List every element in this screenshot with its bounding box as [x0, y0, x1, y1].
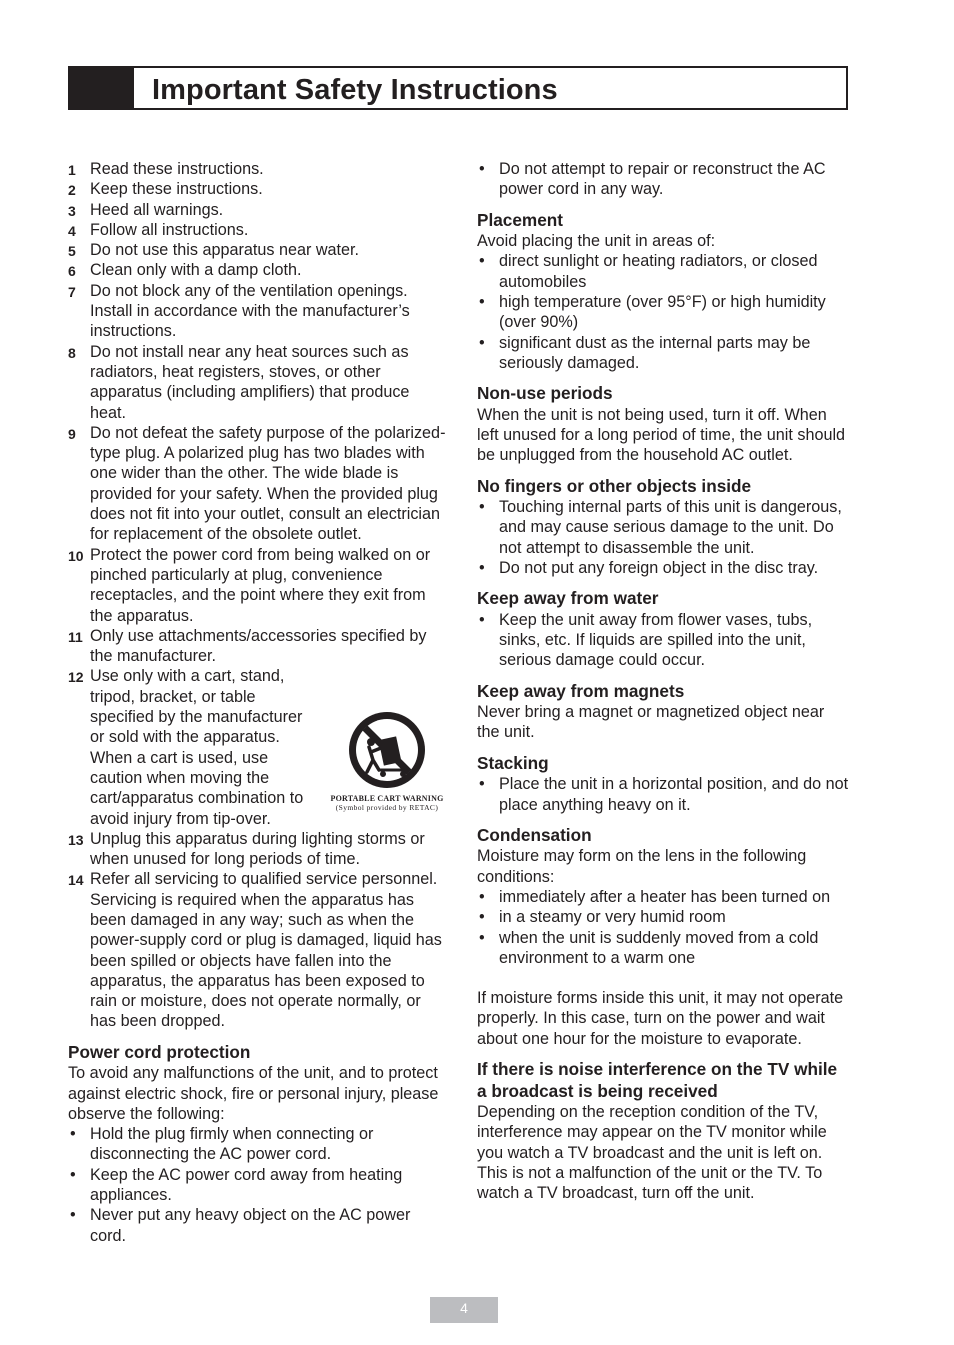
item-text: Read these instructions. [90, 160, 264, 178]
bullet-text: Hold the plug firmly when connecting or disconnecting the AC power cord. [90, 1125, 374, 1164]
condensation-outro: If moisture forms inside this unit, it may not operate properly. In this case, turn on the power and wait about one hour for the moisture to evaporate. [477, 989, 844, 1048]
instruction-item [68, 281, 446, 342]
item-number: 9 [68, 425, 76, 442]
item-text: Follow all instructions. [90, 220, 249, 239]
right-column [477, 159, 849, 1203]
bullet-text: significant dust as the internal parts may be seriously damaged. [499, 333, 811, 372]
numbered-instructions [68, 159, 446, 1032]
section-heading-water: Keep away from water [477, 588, 659, 609]
bullet-text: Touching internal parts of this unit is dangerous, and may cause serious damage to the unit. Do not attempt to disassemble the unit. [499, 498, 842, 557]
power-cord-bullets-continued [477, 159, 849, 200]
instruction-item [68, 260, 446, 280]
item-text: Only use attachments/accessories specified by the manufacturer. [90, 626, 427, 666]
cart-warning-icon [343, 708, 431, 794]
bullet-item: • Do not put any foreign object in the disc tray. [479, 558, 819, 577]
nonuse-text: When the unit is not being used, turn it off. When left unused for a long period of time, the unit should be unplugged from the household AC outlet. [477, 405, 846, 465]
bullet-text: Do not put any foreign object in the disc tray. [499, 558, 819, 577]
bullet-item: • Keep the AC power cord away from heating appliances. [70, 1165, 403, 1205]
bullet-item: • immediately after a heater has been turned on [479, 887, 831, 906]
item-number: 10 [68, 547, 84, 564]
instruction-item [68, 423, 446, 545]
cart-warning-source: (Symbol provided by RETAC) [335, 803, 439, 813]
item-text: Do not defeat the safety purpose of the polarized-type plug. A polarized plug has two blades with one wider than the other. The wide blade is provided for your safety. When the provided plug does not fit into your outlet, consult an electrician for replacement of the obsolete outlet. [90, 423, 446, 544]
placement-intro: Avoid placing the unit in areas of: [477, 232, 716, 251]
section-heading-placement: Placement [477, 209, 563, 230]
section-heading-stacking: Stacking [477, 752, 549, 773]
bullet-item: • Touching internal parts of this unit is dangerous, and may cause serious damage to the unit. Do not attempt to disassemble the unit. [479, 498, 842, 557]
bullet-text: Keep the unit away from flower vases, tubs, sinks, etc. If liquids are spilled into the unit, serious damage could occur. [499, 610, 813, 670]
left-column [68, 159, 446, 1246]
instruction-item [68, 179, 446, 199]
bullet-item: • when the unit is suddenly moved from a cold environment to a warm one [479, 928, 819, 967]
item-text: Do not install near any heat sources such as radiators, heat registers, stoves, or other apparatus (including amplifiers) that produce heat. [90, 342, 410, 422]
instruction-item [68, 545, 446, 626]
bullet-item: • Keep the unit away from flower vases, tubs, sinks, etc. If liquids are spilled into the unit, serious damage could occur. [479, 610, 813, 670]
bullet-item: • Never put any heavy object on the AC power cord. [70, 1206, 411, 1245]
item-number: 5 [68, 243, 76, 260]
item-number: 6 [68, 263, 76, 280]
item-number: 4 [68, 222, 76, 239]
condensation-intro: Moisture may form on the lens in the following conditions: [477, 847, 807, 886]
item-number: 3 [68, 202, 76, 219]
title-accent-block [70, 68, 134, 108]
stacking-bullets [477, 774, 849, 815]
bullet-item: • in a steamy or very humid room [479, 908, 726, 927]
section-heading-power-cord: Power cord protection [68, 1041, 251, 1062]
instruction-item [68, 342, 446, 423]
item-text: Unplug this apparatus during lighting storms or when unused for long periods of time. [90, 829, 425, 869]
condensation-bullets [477, 887, 849, 968]
cart-warning-caption: PORTABLE CART WARNING [330, 794, 444, 804]
instruction-item [68, 220, 446, 240]
item-number: 1 [68, 162, 76, 178]
placement-bullets [477, 251, 849, 373]
bullet-text: immediately after a heater has been turned on [499, 887, 831, 906]
bullet-item: • significant dust as the internal parts may be seriously damaged. [479, 333, 811, 372]
bullet-item: • high temperature (over 95°F) or high humidity (over 90%) [479, 292, 826, 332]
instruction-item [68, 240, 446, 260]
bullet-text: Never put any heavy object on the AC power cord. [90, 1206, 411, 1245]
section-heading-fingers: No fingers or other objects inside [477, 475, 752, 496]
page-title: Important Safety Instructions [152, 74, 558, 106]
bullet-item: • Do not attempt to repair or reconstruct the AC power cord in any way. [479, 160, 826, 199]
section-heading-magnets: Keep away from magnets [477, 680, 685, 701]
title-bar [68, 66, 848, 110]
section-heading-condensation: Condensation [477, 824, 592, 845]
water-bullets [477, 610, 849, 671]
item-text: Do not use this apparatus near water. [90, 241, 360, 260]
bullet-text: in a steamy or very humid room [499, 908, 726, 927]
bullet-item: • Place the unit in a horizontal position, and do not place anything heavy on it. [479, 775, 849, 814]
bullet-text: Do not attempt to repair or reconstruct the AC power cord in any way. [499, 160, 826, 199]
item-text: Refer all servicing to qualified service personnel. Servicing is required when the apparatus has been damaged in any way; such as when the power-supply cord or plug is damaged, liquid has been spilled or objects have fallen into the apparatus, the apparatus has been exposed to rain or moisture, does not operate normally, or has been dropped. [90, 870, 442, 1031]
bullet-item: • Hold the plug firmly when connecting or disconnecting the AC power cord. [70, 1125, 374, 1164]
item-number: 2 [68, 182, 76, 199]
item-text: Do not block any of the ventilation openings. Install in accordance with the manufacturer’s instructions. [90, 281, 410, 341]
instruction-item [68, 626, 446, 667]
bullet-text: direct sunlight or heating radiators, or closed automobiles [499, 252, 818, 291]
item-number: 11 [68, 628, 83, 645]
bullet-text: Keep the AC power cord away from heating appliances. [90, 1165, 403, 1205]
fingers-bullets [477, 497, 849, 578]
page-number: 4 [430, 1297, 498, 1323]
magnets-text: Never bring a magnet or magnetized object near the unit. [477, 703, 825, 742]
power-cord-intro: To avoid any malfunctions of the unit, and to protect against electric shock, fire or personal injury, please observe the following: [68, 1064, 439, 1123]
bullet-item: • direct sunlight or heating radiators, or closed automobiles [479, 252, 818, 291]
item-number: 12 [68, 669, 84, 686]
instruction-item-cart [68, 666, 446, 828]
item-text: Heed all warnings. [90, 200, 224, 219]
item-number: 8 [68, 344, 76, 361]
item-text: Clean only with a damp cloth. [90, 261, 302, 280]
item-number: 14 [68, 872, 84, 889]
instruction-item [68, 869, 446, 1031]
portable-cart-warning [325, 708, 449, 824]
instruction-item [68, 829, 446, 870]
item-text: Protect the power cord from being walked on or pinched particularly at plug, convenience receptacles, and the point where they exit from the apparatus. [90, 545, 431, 625]
section-heading-noise: If there is noise interference on the TV while a broadcast is being received [477, 1059, 838, 1101]
section-heading-nonuse: Non-use periods [477, 383, 613, 404]
bullet-text: Place the unit in a horizontal position, and do not place anything heavy on it. [499, 775, 849, 814]
bullet-text: when the unit is suddenly moved from a cold environment to a warm one [499, 928, 819, 967]
noise-text: Depending on the reception condition of the TV, interference may appear on the TV monitor while you watch a TV broadcast and the unit is left on. This is not a malfunction of the unit or the TV. To watch a TV broadcast, turn off the unit. [477, 1103, 827, 1203]
instruction-item [68, 159, 446, 179]
bullet-text: high temperature (over 95°F) or high humidity (over 90%) [499, 292, 826, 332]
power-cord-bullets [68, 1124, 446, 1246]
item-text: Keep these instructions. [90, 180, 263, 199]
instruction-item [68, 200, 446, 220]
item-number: 13 [68, 831, 84, 848]
item-number: 7 [68, 283, 76, 300]
item-text: Use only with a cart, stand, tripod, bracket, or table specified by the manufacturer or sold with the apparatus. When a cart is used, use caution when moving the cart/apparatus combination to avoid injury from tip-over. [90, 667, 304, 828]
